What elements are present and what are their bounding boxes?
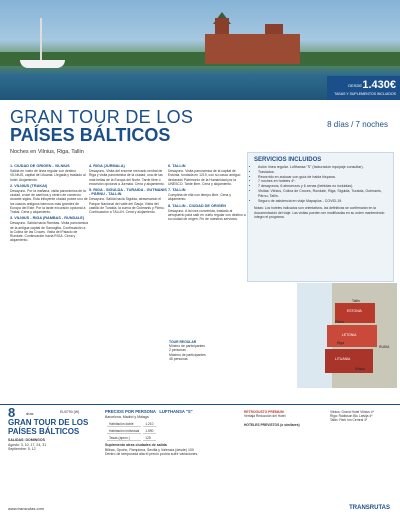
day-text: Desayuno. A la hora convenida, traslado al aeropuerto para salir en vuelo regular con destino a su ciudad de origen. Fin de nuestros servicios. bbox=[168, 208, 246, 222]
price-label: DESDE bbox=[348, 83, 362, 88]
day-text: Completa de ella con tiempo libre. Cena y alojamiento. bbox=[168, 193, 231, 202]
website-link[interactable]: www.transrutas.com bbox=[8, 506, 45, 511]
day-heading: 4. RIGA (JURMALA) bbox=[89, 164, 125, 168]
room-price: 1.590 bbox=[145, 428, 154, 433]
supplements-text: Bilbao, Oporto, Pamplona, Sevilla y Valencia (desde) 100 bbox=[105, 447, 194, 452]
room-price: 1.210 bbox=[145, 421, 154, 426]
retrogusto-title: RETROGUSTO PREMIUM bbox=[244, 410, 284, 414]
day-heading: 1. CIUDAD DE ORIGEN - VILNIUS bbox=[10, 164, 70, 168]
min-participants-value: 2 personas bbox=[169, 348, 186, 353]
itinerary-column-2 bbox=[89, 162, 167, 216]
bottom-days-label: días bbox=[26, 411, 34, 416]
participants-box bbox=[169, 340, 239, 361]
room-type: Habitación doble bbox=[107, 422, 141, 427]
prices-title-text: PRECIOS POR PERSONA bbox=[105, 409, 156, 414]
map-label-estonia: ESTONIA bbox=[347, 309, 362, 313]
services-title: SERVICIOS INCLUIDOS bbox=[254, 157, 322, 163]
services-notes: Notas: Los hoteles indicados son orientativos, las definitivas se confirmarán en la documentación del viaje. Las visitas pueden ser modificadas en su orden manteniendo íntegro el programa. bbox=[254, 206, 385, 219]
bottom-title: GRAN TOUR DE LOS PAÍSES BÁLTICOS bbox=[8, 418, 89, 436]
map-lithuania bbox=[325, 349, 373, 373]
bottom-days-number: 8 bbox=[8, 405, 16, 420]
departure-cities: Barcelona, Madrid y Málaga bbox=[105, 415, 149, 420]
page-title-line1: GRAN TOUR DE LOS bbox=[10, 107, 194, 127]
day-text: Salida en vuelo de línea regular con destino VILNIUS, capital de Lituania. Llegada y traslado al hotel. Alojamiento. bbox=[10, 169, 86, 182]
table-row bbox=[107, 436, 156, 441]
day-heading: 6. TALLIN bbox=[168, 164, 186, 168]
tour-type: TOUR REGULAR bbox=[169, 340, 197, 344]
service-item: • 7 desayunos, 6 almuerzos y 6 cenas (bebidas no incluidas). bbox=[258, 184, 387, 189]
service-item: • 7 noches en hoteles 4*. bbox=[258, 179, 387, 184]
max-participants-label: Máximo de participantes bbox=[169, 352, 206, 357]
price-badge bbox=[327, 76, 400, 100]
prices-title bbox=[105, 410, 240, 414]
map-label-letonia: LETONIA bbox=[342, 333, 357, 337]
day-text: Desayuno. Por la mañana, visita panorámica de la ciudad, cruce de caminos y centro de comercio durante siglos. Esta influyente ciudad posee uno de los cascos antiguos barrocos más grandes de Europa del Este. Por la tarde excursión opcional a Trakai. Cena y alojamiento. bbox=[10, 189, 88, 215]
max-participants-value: 45 personas bbox=[169, 356, 188, 361]
departures-info bbox=[8, 438, 103, 452]
day-text: Desayuno. Visita panorámica de la capital de Estonia, fundada en 1219, con su casco antiguo declarado Patrimonio de la Humanidad por la UNESCO. Tarde libre. Cena y alojamiento. bbox=[168, 169, 241, 186]
day-heading: 7. TALLIN bbox=[168, 188, 186, 193]
service-item: • Seguro de asistencia en viaje Mapaplus - COVID-19. bbox=[258, 199, 387, 204]
service-item: • Recorrido en autocar con guía de habla hispana. bbox=[258, 175, 387, 180]
service-item: • Avión línea regular. Lufthansa "S" (facturación equipaje consultar). bbox=[258, 165, 387, 170]
price-note: TASAS Y SUPLEMENTOS INCLUIDOS bbox=[334, 92, 396, 96]
map-city-vilnius: Vilnius bbox=[355, 367, 365, 371]
trip-duration: 8 días / 7 noches bbox=[327, 120, 388, 129]
day-text: Desayuno. Visita del enorme mercado central de Riga y visita panorámica de la ciudad, una de las más bellas de la Europa del Norte. Tarde libre o excursión opcional a Jurmala. Cena y alojamiento. bbox=[89, 169, 165, 186]
map-city-parnu: Pärnu bbox=[335, 320, 345, 324]
taxes-label: Tasas (aprox.) bbox=[107, 436, 141, 441]
services-list bbox=[248, 165, 393, 203]
price-value: 1.430€ bbox=[362, 79, 396, 91]
day-text: Desayuno. Salida hacia Rambas. Visita panorámica de la antigua capital de Samogitia. Continuación a la Colina de las Cruces. Visita del Palacio de Rundale. Continuación hacia RIGA. Cena y alojamiento. bbox=[10, 221, 88, 243]
brand-logo: TRANSRUTAS bbox=[349, 505, 390, 511]
map-city-tallin: Tallin bbox=[352, 299, 360, 303]
departure-dates: Agosto: 3, 10, 17, 24, 31 Septiembre: 5, 12 bbox=[8, 442, 47, 451]
table-row bbox=[107, 429, 156, 434]
day-heading: 3. VILNIUS - RIGA (RAMBAS - RUNDALE) bbox=[10, 216, 85, 221]
sailboat-mast bbox=[40, 18, 42, 60]
day-heading: 8. TALLIN - CIUDAD DE ORIGEN bbox=[168, 203, 226, 208]
itinerary-column-1 bbox=[10, 162, 88, 244]
page-title-line2: PAÍSES BÁLTICOS bbox=[10, 125, 171, 145]
service-item: • Visitas: Vilnius, Colina de Cruces, Rundale, Riga, Sigulda, Turaida, Gutmanis, Pärnu, Tallin. bbox=[258, 189, 387, 199]
castle-illustration bbox=[205, 34, 300, 64]
min-participants-label: Mínimo de participantes bbox=[169, 344, 205, 349]
hotel-item: Vilnius: Grand Hotel Vilnius 4* bbox=[330, 410, 374, 414]
supplements-title: Suplemento otras ciudades de salida bbox=[105, 443, 167, 448]
hotels-title: HOTELES PREVISTOS (o similares) bbox=[244, 422, 300, 427]
map-label-lituania: LITUANIA bbox=[335, 357, 351, 361]
page-subtitle: Noches en Vilnius, Riga, Tallin bbox=[10, 149, 84, 155]
tour-code: EU0790 (W) bbox=[60, 410, 80, 414]
hotel-item: Riga: Radisson Blu Latvija 4* bbox=[330, 414, 373, 419]
prices-column bbox=[105, 410, 240, 456]
departures-title: SALIDAS: DOMINGOS bbox=[8, 438, 45, 442]
footer bbox=[0, 504, 400, 517]
excursions-note: Dentro de temporada alta el precio podría sufrir variaciones. bbox=[105, 452, 199, 457]
hotels-list bbox=[330, 410, 398, 423]
services-box bbox=[247, 152, 394, 282]
price-table bbox=[105, 420, 158, 444]
hero-image bbox=[0, 0, 400, 100]
hotel-item: Tallin: Park Inn Central 4* bbox=[330, 418, 368, 423]
retrogusto-box bbox=[244, 410, 304, 427]
day-heading: 5. RIGA - SIGULDA - TURAIDA - GUTMANIS - PÄRNU - TALLIN bbox=[89, 188, 167, 197]
map-city-riga: Riga bbox=[337, 341, 344, 345]
itinerary-column-3 bbox=[168, 162, 246, 223]
service-item: • Traslados. bbox=[258, 170, 387, 175]
airline-label: LUFTHANSA "S" bbox=[159, 409, 193, 414]
room-type: Habitación individual bbox=[109, 428, 140, 433]
route-map bbox=[297, 283, 397, 388]
table-row bbox=[107, 422, 156, 427]
day-text: Desayuno. Salida hacia Sigulda, atravesando el Parque Nacional del valle del Gauja. Visita del castillo de Turaida, la cueva de Gutmanis y Pärnu. Continuación a TALLIN. Cena y alojamiento. bbox=[89, 197, 165, 215]
day-heading: 2. VILNIUS (TRAKAI) bbox=[10, 183, 48, 188]
taxes-value: 125 bbox=[143, 436, 155, 441]
retrogusto-value: Ventaja Reducción del Hotel bbox=[244, 414, 286, 419]
map-label-rusia: RUSIA bbox=[379, 345, 390, 349]
sailboat bbox=[20, 60, 65, 68]
